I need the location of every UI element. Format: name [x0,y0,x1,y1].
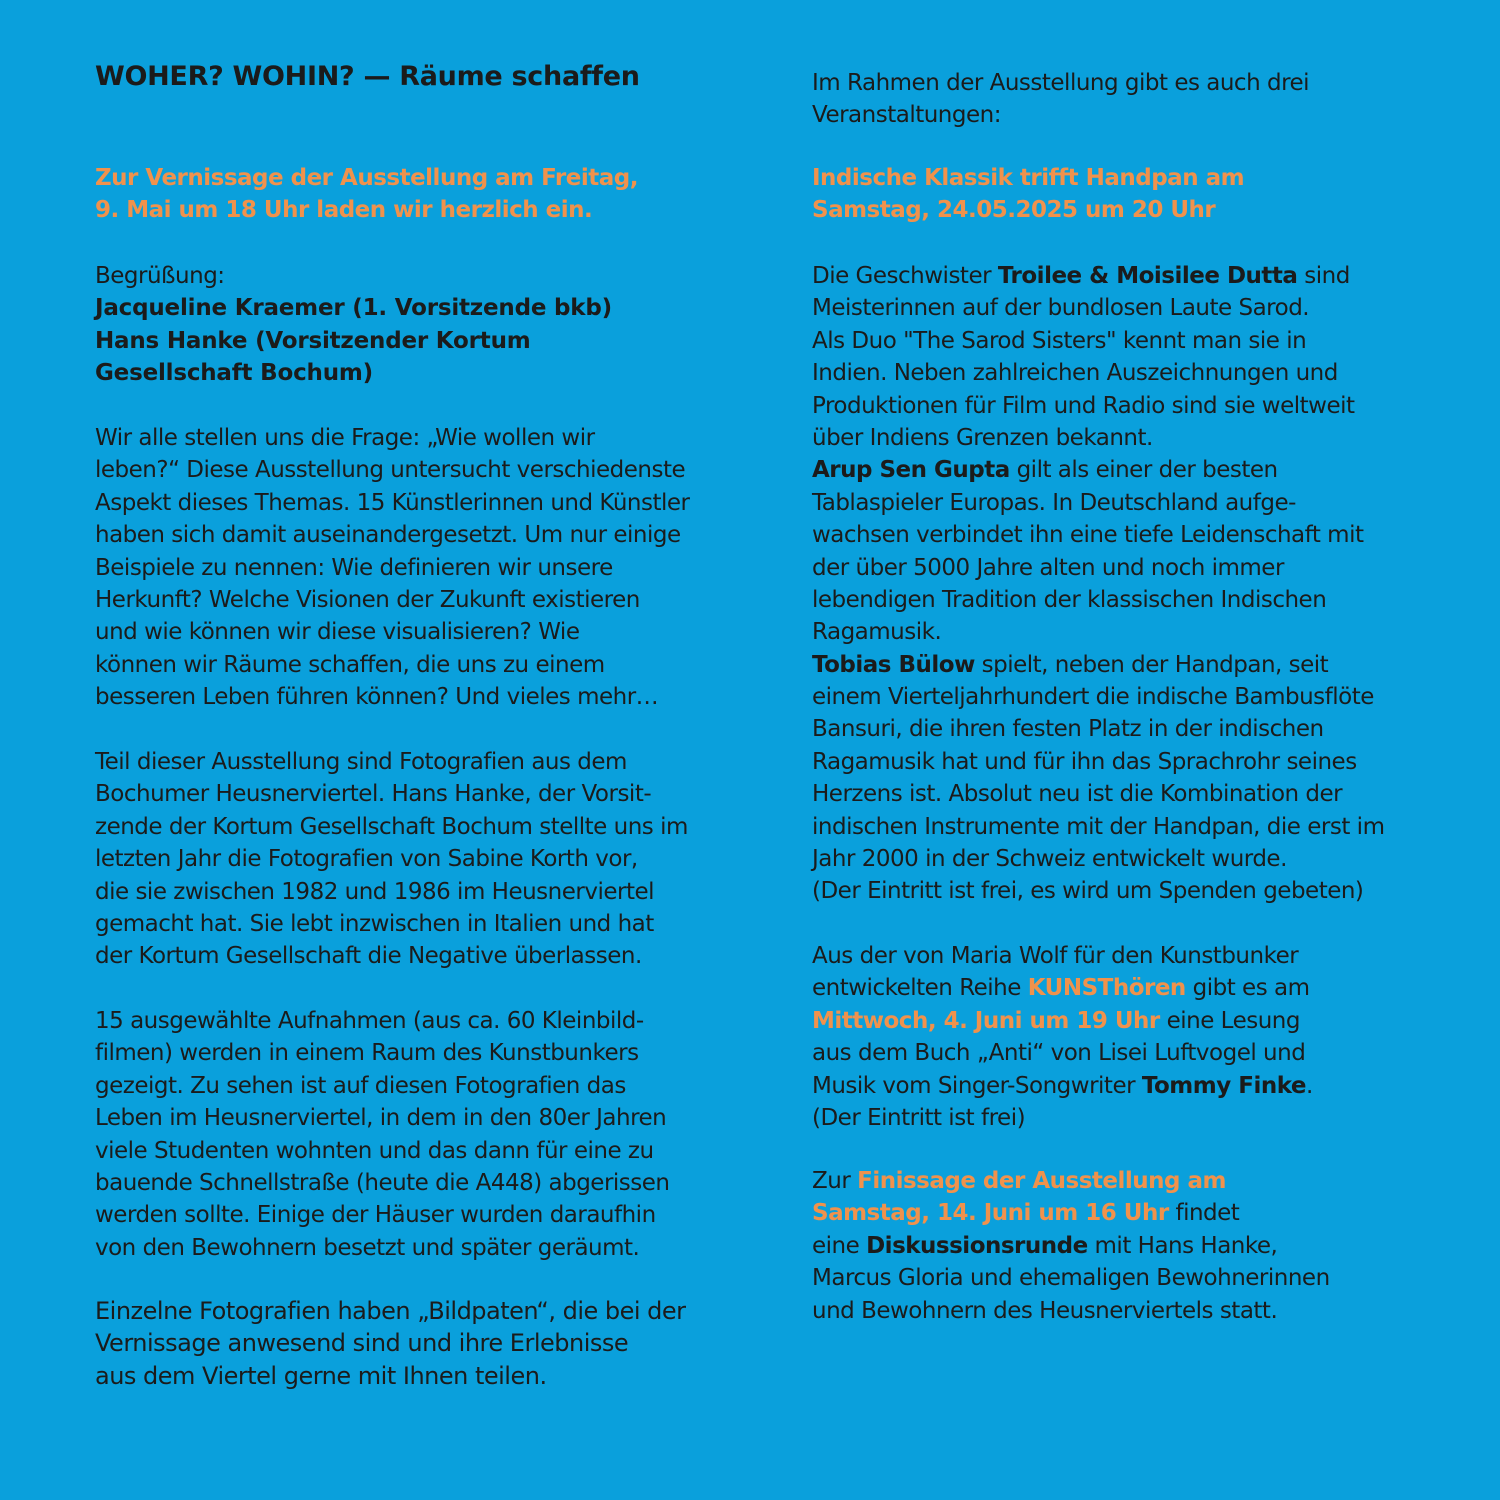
text-line: Meisterinnen auf der bundlosen Laute Sarod. [812,295,1310,322]
text-fragment: Zur [812,1168,858,1194]
text-line: bauende Schnellstraße (heute die A448) abgerissen [95,1169,670,1196]
speaker-line: Hans Hanke (Vorsitzender Kortum [95,327,531,354]
event-date: Mittwoch, 4. Juni um 19 Uhr [812,1007,1160,1034]
text-line: Als Duo "The Sarod Sisters" kennt man sie in [812,327,1307,354]
events-intro [812,67,1309,132]
performer-name: Troilee & Moisilee Dutta [997,263,1298,289]
series-name: KUNSThören [1027,975,1186,1002]
speaker-line: Jacqueline Kraemer (1. Vorsitzende bkb) [95,295,612,322]
text-line: Marcus Gloria und ehemaligen Bewohnerinnen [812,1265,1330,1292]
intro-paragraph [95,422,689,714]
text-line: besseren Leben führen können? Und vieles mehr… [95,684,659,711]
text-line [812,1005,1313,1037]
event1-heading [812,162,1244,227]
text-line: wachsen verbindet ihn eine tiefe Leidenschaft mit [812,522,1364,549]
vernissage-invitation [95,162,638,227]
text-line: Bansuri, die ihren festen Platz in der indischen [812,716,1324,743]
performer-name: Tobias Bülow [812,651,975,678]
text-line: werden sollte. Einige der Häuser wurden daraufhin [95,1202,656,1229]
text-line: Bochumer Heusnerviertel. Hans Hanke, der Vorsit- [95,781,652,808]
text-fragment: gibt es am [1185,975,1310,1002]
text-line: Zur Vernissage der Ausstellung am Freitag, [95,165,638,191]
sponsors-paragraph [95,1295,686,1392]
text-line: Aspekt dieses Themas. 15 Künstlerinnen und Künstler [95,489,690,516]
event-date: Samstag, 14. Juni um 16 Uhr [812,1200,1169,1227]
text-fragment: eine Lesung [1159,1007,1300,1034]
text-fragment: gilt als einer der besten [1009,457,1278,484]
text-line: 15 ausgewählte Aufnahmen (aus ca. 60 Kleinbild- [95,1008,644,1034]
text-line [812,649,1384,681]
selection-paragraph [95,1005,670,1264]
text-fragment: entwickelten Reihe [812,975,1028,1002]
text-fragment: mit Hans Hanke, [1087,1232,1278,1259]
photos-paragraph [95,746,688,973]
text-line: aus dem Buch „Anti“ von Lisei Luftvogel und [812,1040,1306,1067]
text-line: filmen) werden in einem Raum des Kunstbunkers [95,1040,639,1067]
text-line: zende der Kortum Gesellschaft Bochum stellte uns im [95,813,688,840]
speaker-line: Gesellschaft Bochum) [95,360,373,387]
text-line [812,260,1384,292]
text-line: über Indiens Grenzen bekannt. [812,424,1153,451]
text-line: der über 5000 Jahre alten und noch immer [812,554,1284,581]
text-line: Ragamusik. [812,619,942,646]
text-fragment: findet [1168,1200,1240,1227]
text-line: gemacht hat. Sie lebt inzwischen in Italien und hat [95,910,654,937]
text-line: Im Rahmen der Ausstellung gibt es auch drei [812,70,1310,96]
text-line: lebendigen Tradition der klassischen Indischen [812,586,1327,613]
text-line: Samstag, 24.05.2025 um 20 Uhr [812,197,1216,224]
event2-description [812,940,1313,1134]
text-line: Veranstaltungen: [812,102,1001,129]
page-title: WOHER? WOHIN? — Räume schaffen [95,61,640,92]
performer-name: Arup Sen Gupta [812,457,1010,484]
text-line: leben?“ Diese Ausstellung untersucht verschiedenste [95,457,686,484]
text-line: viele Studenten wohnten und das dann für eine zu [95,1137,654,1164]
text-line [812,1070,1313,1102]
greeting-label: Begrüßung: [95,263,225,289]
text-line: die sie zwischen 1982 und 1986 im Heusnerviertel [95,878,655,905]
event1-description [812,260,1384,908]
text-line: und Bewohnern des Heusnerviertels statt. [812,1297,1278,1324]
text-line [812,1230,1330,1262]
text-line: Tablaspieler Europas. In Deutschland aufge- [812,489,1296,516]
greeting-section [95,260,612,390]
event3-description [812,1165,1330,1327]
text-line: Produktionen für Film und Radio sind sie weltweit [812,392,1355,419]
text-line: können wir Räume schaffen, die uns zu einem [95,651,605,678]
text-line: einem Vierteljahrhundert die indische Bambusflöte [812,684,1374,711]
text-line: Teil dieser Ausstellung sind Fotografien aus dem [95,749,627,775]
text-line: haben sich damit auseinandergesetzt. Um nur einige [95,522,681,549]
text-line: Vernissage anwesend sind und ihre Erlebnisse [95,1329,629,1358]
text-line: Wir alle stellen uns die Frage: „Wie wollen wir [95,425,595,451]
text-line: und wie können wir diese visualisieren? Wie [95,619,580,646]
text-line [812,1197,1330,1229]
text-line [812,972,1313,1004]
text-line [812,1165,1330,1197]
discussion-label: Diskussionsrunde [866,1232,1088,1259]
text-line: der Kortum Gesellschaft die Negative überlassen. [95,943,642,970]
text-line: Aus der von Maria Wolf für den Kunstbunker [812,943,1299,969]
text-fragment: Die Geschwister [812,263,998,289]
text-line: Einzelne Fotografien haben „Bildpaten“, die bei der [95,1297,686,1325]
text-line: Jahr 2000 in der Schweiz entwickelt wurde. [812,846,1287,873]
text-line: indischen Instrumente mit der Handpan, die erst im [812,813,1385,840]
text-fragment: . [1306,1072,1313,1099]
text-line: von den Bewohnern besetzt und später geräumt. [95,1234,640,1261]
text-line: Indische Klassik trifft Handpan am [812,165,1245,191]
text-line: Beispiele zu nennen: Wie definieren wir unsere [95,554,613,581]
text-line: (Der Eintritt ist frei) [812,1104,1026,1131]
event-heading: Finissage der Ausstellung am [857,1168,1226,1194]
text-line: Ragamusik hat und für ihn das Sprachrohr seines [812,748,1357,775]
text-line: Herkunft? Welche Visionen der Zukunft existieren [95,586,640,613]
text-line: Leben im Heusnerviertel, in dem in den 80er Jahren [95,1105,667,1132]
text-fragment: eine [812,1232,867,1259]
text-line: Herzens ist. Absolut neu ist die Kombination der [812,781,1343,808]
text-line: gezeigt. Zu sehen ist auf diesen Fotografien das [95,1072,626,1099]
text-fragment: Musik vom Singer-Songwriter [812,1072,1142,1099]
performer-name: Tommy Finke [1141,1072,1306,1099]
text-line: aus dem Viertel gerne mit Ihnen teilen. [95,1361,547,1390]
text-line: Indien. Neben zahlreichen Auszeichnungen und [812,360,1338,387]
text-fragment: sind [1297,263,1350,289]
text-line: (Der Eintritt ist frei, es wird um Spenden gebeten) [812,878,1364,905]
text-line: 9. Mai um 18 Uhr laden wir herzlich ein. [95,197,593,224]
text-fragment: spielt, neben der Handpan, seit [974,651,1329,678]
text-line: letzten Jahr die Fotografien von Sabine Korth vor, [95,846,638,873]
text-line [812,454,1384,486]
